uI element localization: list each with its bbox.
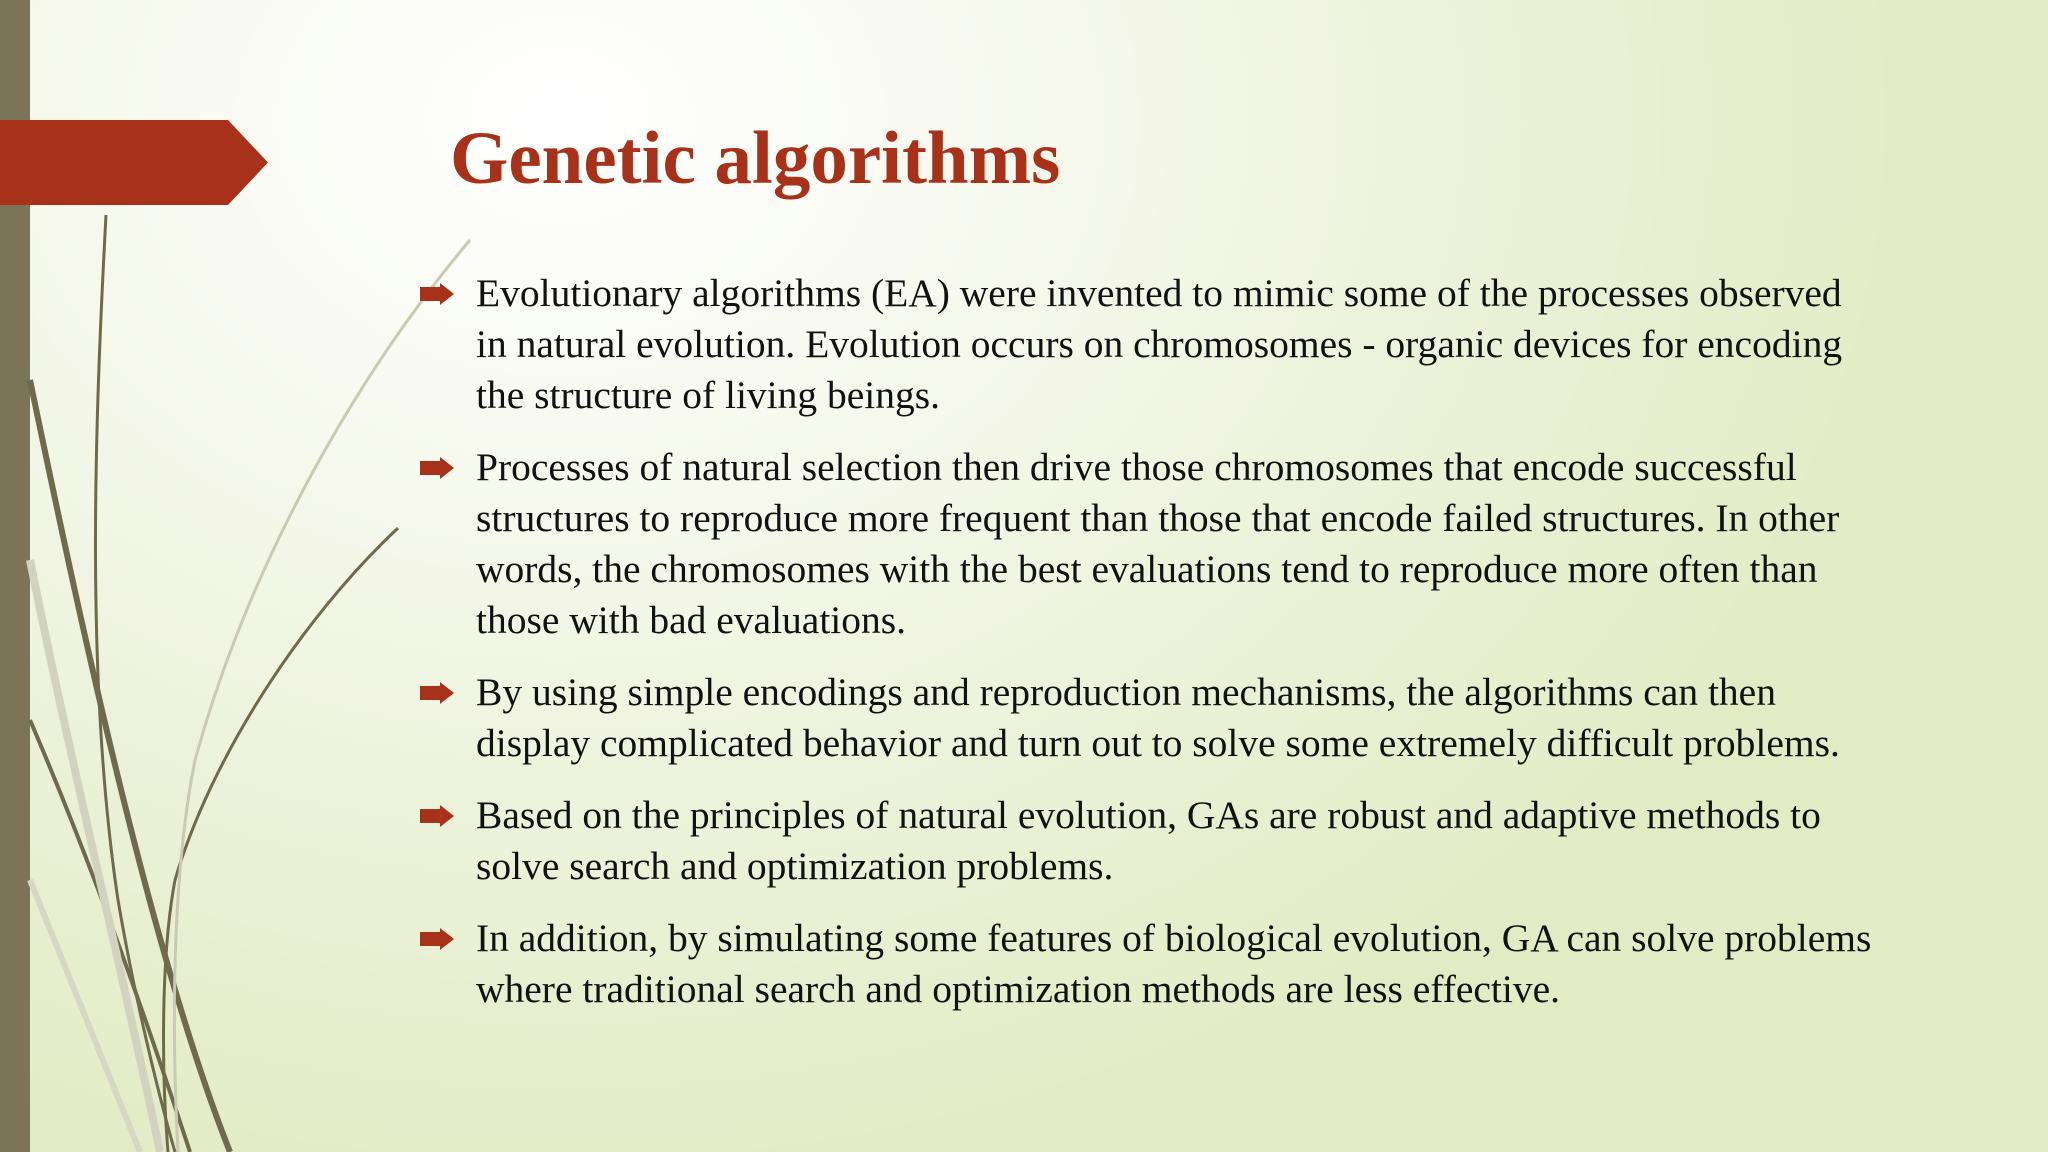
bullet-item: [418, 442, 1878, 646]
bullet-text: Processes of natural selection then drive those chromosomes that encode successful structures to reproduce more frequent than those that encode failed structures. In other words, the chromosomes with the best evaluations tend to reproduce more often than those with bad evaluations.: [476, 445, 1840, 642]
bullet-text: In addition, by simulating some features of biological evolution, GA can solve problems where traditional search and optimization methods are less effective.: [476, 916, 1872, 1011]
bullet-item: [418, 667, 1878, 769]
bullet-text: Based on the principles of natural evolution, GAs are robust and adaptive methods to solve search and optimization problems.: [476, 793, 1821, 888]
bullet-text: Evolutionary algorithms (EA) were invented to mimic some of the processes observed in natural evolution. Evolution occurs on chromosomes - organic devices for encoding the structure of living beings.: [476, 271, 1843, 417]
bullet-item: [418, 268, 1878, 421]
bullet-item: [418, 913, 1878, 1015]
arrow-right-icon: [420, 805, 454, 827]
arrow-right-icon: [420, 457, 454, 479]
slide-title: Genetic algorithms: [450, 117, 1061, 200]
bullet-item: [418, 790, 1878, 892]
arrow-right-icon: [420, 928, 454, 950]
bullet-text: By using simple encodings and reproduction mechanisms, the algorithms can then display complicated behavior and turn out to solve some extremely difficult problems.: [476, 670, 1840, 765]
bullet-list: [418, 268, 1878, 1036]
arrow-right-icon: [420, 682, 454, 704]
title-arrow-banner: [0, 120, 268, 205]
arrow-right-icon: [420, 283, 454, 305]
